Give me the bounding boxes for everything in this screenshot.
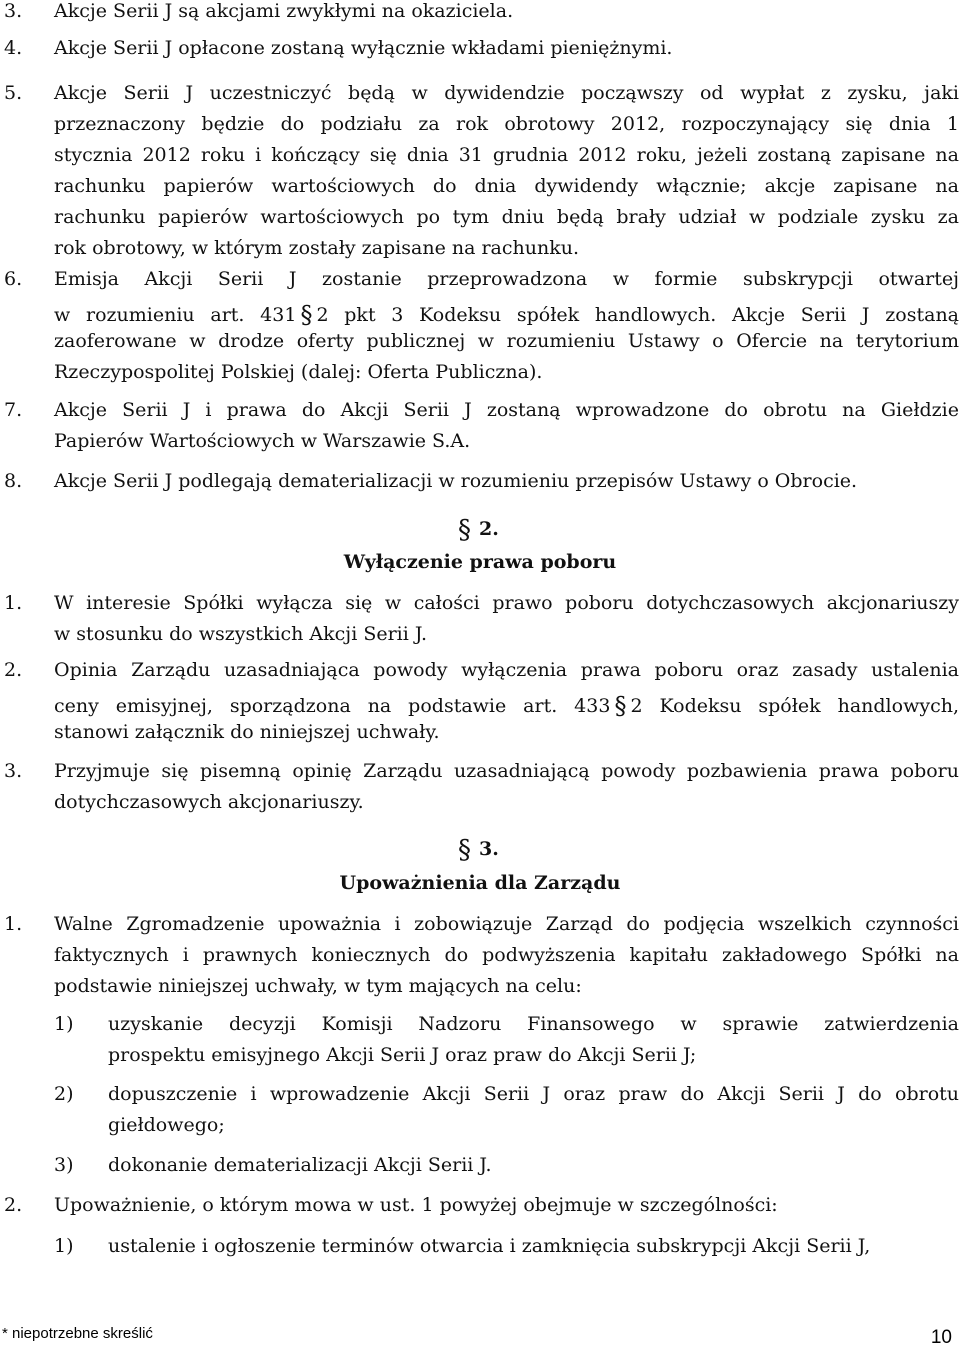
- sub-item-number: 3): [54, 1154, 74, 1176]
- section-number: § 3.: [458, 835, 499, 865]
- item-number: 3.: [4, 760, 23, 782]
- item-text-line: rachunku papierów wartościowych po tym dniu będą brały udział w podziale zysku za: [54, 206, 959, 228]
- item-number: 3.: [4, 0, 23, 22]
- sub-item-number: 2): [54, 1083, 74, 1105]
- item-text-line: stanowi załącznik do niniejszej uchwały.: [54, 721, 440, 743]
- item-text-line: Emisja Akcji Serii J zostanie przeprowadzona w formie subskrypcji otwartej: [54, 268, 959, 290]
- item-number: 2.: [4, 1194, 23, 1216]
- item-number: 2.: [4, 659, 23, 681]
- item-text-line: w stosunku do wszystkich Akcji Serii J.: [54, 623, 428, 645]
- item-text-line: Papierów Wartościowych w Warszawie S.A.: [54, 430, 471, 452]
- item-number: 6.: [4, 268, 23, 290]
- item-text-line: giełdowego;: [108, 1114, 225, 1136]
- item-number: 7.: [4, 399, 23, 421]
- item-text-line: Przyjmuje się pisemną opinię Zarządu uzasadniającą powody pozbawienia prawa poboru: [54, 760, 959, 782]
- item-text-line: Walne Zgromadzenie upoważnia i zobowiązuje Zarząd do podjęcia wszelkich czynności: [54, 913, 959, 935]
- item-text-line: rok obrotowy, w którym zostały zapisane na rachunku.: [54, 237, 580, 259]
- item-text-line: faktycznych i prawnych koniecznych do podwyższenia kapitału zakładowego Spółki na: [54, 944, 959, 966]
- item-text-line: Rzeczypospolitej Polskiej (dalej: Oferta Publiczna).: [54, 361, 543, 383]
- sub-item-number: 1): [54, 1013, 74, 1035]
- item-text-line: rachunku papierów wartościowych do dnia dywidendy włącznie; akcje zapisane na: [54, 175, 959, 197]
- item-text-line: ustalenie i ogłoszenie terminów otwarcia i zamknięcia subskrypcji Akcji Serii J,: [108, 1235, 871, 1257]
- section-sign-icon: §: [614, 692, 627, 720]
- item-text: Akcje Serii J są akcjami zwykłymi na okaziciela.: [54, 0, 514, 22]
- item-text-line: Upoważnienie, o którym mowa w ust. 1 powyżej obejmuje w szczególności:: [54, 1194, 778, 1216]
- item-text-line: Akcje Serii J i prawa do Akcji Serii J zostaną wprowadzone do obrotu na Giełdzie: [54, 399, 959, 421]
- item-text-line: stycznia 2012 roku i kończący się dnia 31 grudnia 2012 roku, jeżeli zostaną zapisane na: [54, 144, 959, 166]
- item-text-line: Akcje Serii J uczestniczyć będą w dywidendzie począwszy od wypłat z zysku, jaki: [54, 82, 959, 104]
- page-number: 10: [930, 1327, 952, 1348]
- item-text-line: podstawie niniejszej uchwały, w tym mających na celu:: [54, 975, 582, 997]
- section-title: Upoważnienia dla Zarządu: [339, 872, 621, 894]
- section-sign-icon: §: [300, 301, 313, 329]
- item-text-line: uzyskanie decyzji Komisji Nadzoru Finansowego w sprawie zatwierdzenia: [108, 1013, 959, 1035]
- item-number: 1.: [4, 592, 23, 614]
- item-text-line: Opinia Zarządu uzasadniająca powody wyłączenia prawa poboru oraz zasady ustalenia: [54, 659, 959, 681]
- item-text-line: ceny emisyjnej, sporządzona na podstawie art. 433 § 2 Kodeksu spółek handlowych,: [54, 692, 959, 720]
- item-number: 1.: [4, 913, 23, 935]
- item-text-line: dopuszczenie i wprowadzenie Akcji Serii J oraz praw do Akcji Serii J do obrotu: [108, 1083, 959, 1105]
- item-number: 5.: [4, 82, 23, 104]
- item-text-line: W interesie Spółki wyłącza się w całości prawo poboru dotychczasowych akcjonariuszy: [54, 592, 959, 614]
- item-text-line: Akcje Serii J podlegają dematerializacji w rozumieniu przepisów Ustawy o Obrocie.: [54, 470, 858, 492]
- item-text-line: zaoferowane w drodze oferty publicznej w rozumieniu Ustawy o Ofercie na terytorium: [54, 330, 959, 352]
- section-sign-icon: §: [458, 835, 471, 865]
- item-number: 8.: [4, 470, 23, 492]
- item-text-line: w rozumieniu art. 431 § 2 pkt 3 Kodeksu spółek handlowych. Akcje Serii J zostaną: [54, 301, 960, 329]
- section-title: Wyłączenie prawa poboru: [343, 551, 617, 573]
- item-text: Akcje Serii J opłacone zostaną wyłącznie wkładami pieniężnymi.: [54, 37, 673, 59]
- item-text-line: dokonanie dematerializacji Akcji Serii J.: [108, 1154, 492, 1176]
- item-text-line: przeznaczony będzie do podziału za rok obrotowy 2012, rozpoczynający się dnia 1: [54, 113, 959, 135]
- section-number: § 2.: [458, 515, 499, 545]
- item-text-line: prospektu emisyjnego Akcji Serii J oraz praw do Akcji Serii J;: [108, 1044, 697, 1066]
- item-text-line: dotychczasowych akcjonariuszy.: [54, 791, 364, 813]
- sub-item-number: 1): [54, 1235, 74, 1257]
- footnote: * niepotrzebne skreślić: [2, 1325, 153, 1342]
- section-sign-icon: §: [458, 515, 471, 545]
- item-number: 4.: [4, 37, 23, 59]
